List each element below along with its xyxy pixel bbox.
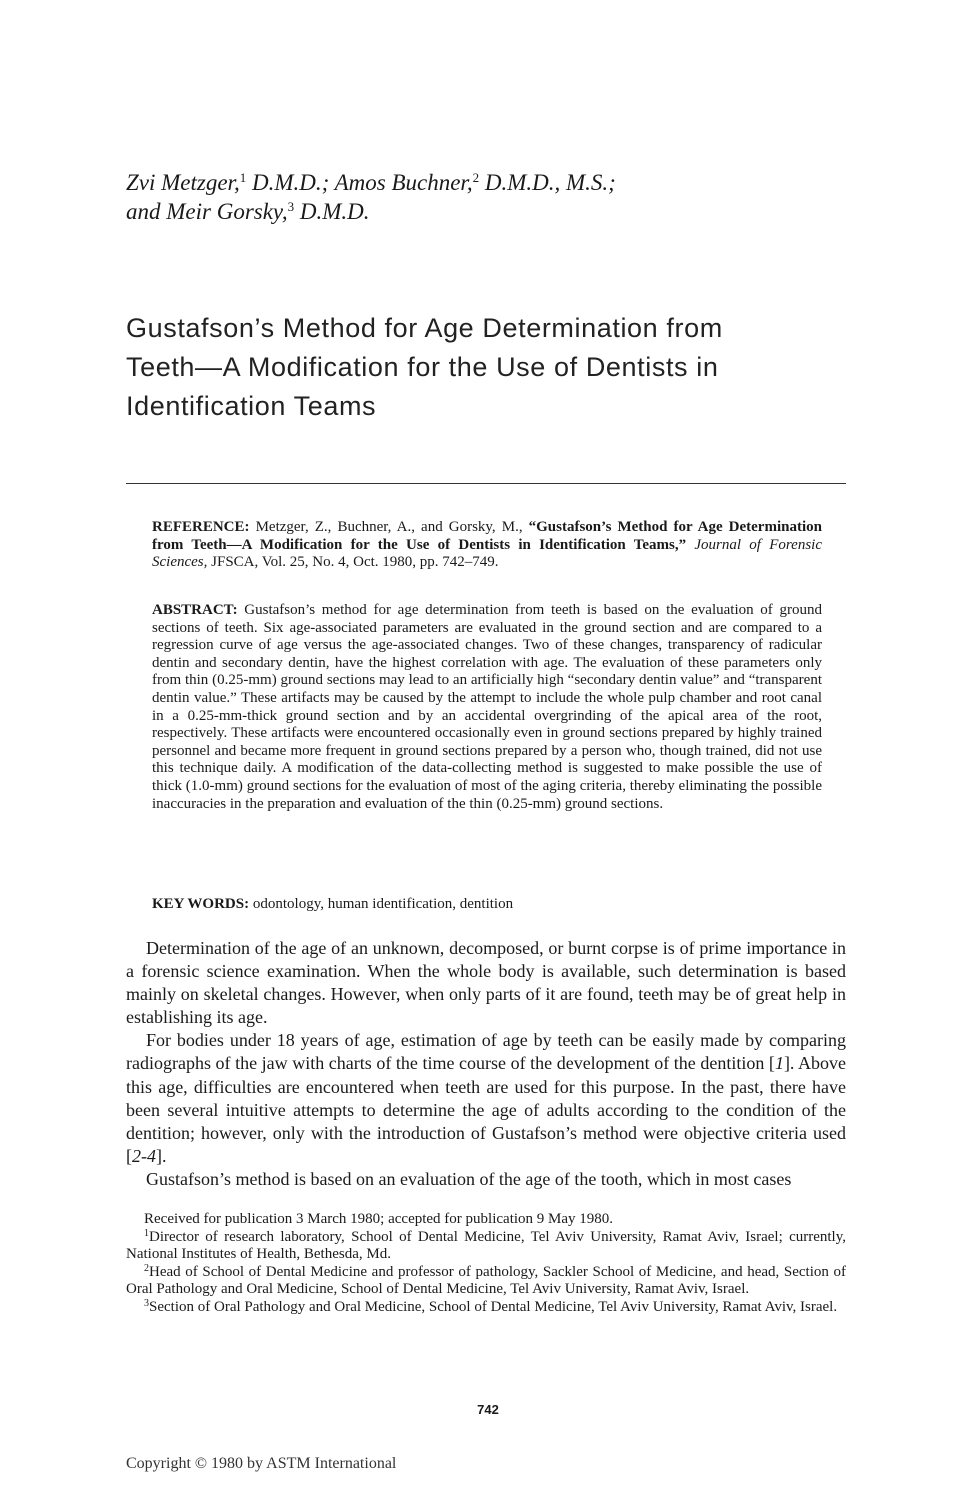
footnote <box>126 1229 846 1264</box>
footnote-text: Head of School of Dental Medicine and professor of pathology, Sackler School of Medicine, and head, Section of Oral Pathology and Oral Medicine, School of Dental Medicine, Tel Aviv University, Ramat Aviv, Israel. <box>126 1263 846 1298</box>
abstract-label: ABSTRACT: <box>152 602 238 618</box>
reference-article-title: “Gustafson’s Method for Age Determination from Teeth—A Modification for the Use of Dentists in Identification Teams,” <box>152 519 822 553</box>
author-name: and Meir Gorsky, <box>126 199 288 224</box>
footnote-mark: 2 <box>144 1262 149 1274</box>
author-line-1 <box>126 168 886 197</box>
author-affiliation-mark: 1 <box>239 170 247 185</box>
abstract-block <box>152 602 822 813</box>
article-title <box>126 309 866 426</box>
body-text <box>126 937 846 1191</box>
keywords-text: odontology, human identification, dentition <box>249 896 514 912</box>
reference-block <box>152 519 822 572</box>
reference-label: REFERENCE: <box>152 519 250 535</box>
author-degree: D.M.D., M.S.; <box>479 170 616 195</box>
paragraph-text: ]. Above this age, difficulties are encountered when teeth are used for this purpose. In the past, there have been several intuitive attempts to determine the age of adults according to the condition of the dentition; however, only with the introduction of Gustafson’s method were objective criteria used [ <box>126 1053 846 1166</box>
paragraph-text: ]. <box>156 1145 167 1166</box>
body-paragraph <box>126 1029 846 1168</box>
footnote-text: Director of research laboratory, School of Dental Medicine, Tel Aviv University, Ramat Aviv, Israel; currently, National Institutes of Health, Bethesda, Md. <box>126 1228 846 1263</box>
author-affiliation-mark: 3 <box>287 199 295 214</box>
citation-ref: 2-4 <box>132 1145 156 1166</box>
received-note: Received for publication 3 March 1980; accepted for publication 9 May 1980. <box>144 1211 614 1227</box>
title-line: Identification Teams <box>126 391 377 421</box>
reference-authors: Metzger, Z., Buchner, A., and Gorsky, M., <box>249 519 529 535</box>
page-number: 742 <box>477 1402 499 1417</box>
title-line: Teeth—A Modification for the Use of Dentists in <box>126 352 719 382</box>
copyright-notice: Copyright © 1980 by ASTM International <box>126 1455 397 1472</box>
author-list <box>126 168 886 226</box>
footnote <box>126 1299 846 1317</box>
keywords-block <box>152 896 822 914</box>
body-paragraph: Gustafson’s method is based on an evaluation of the age of the tooth, which in most cases <box>146 1168 792 1189</box>
abstract-text: Gustafson’s method for age determination from teeth is based on the evaluation of ground sections of teeth. Six age-associated parameters are evaluated in the ground section and are compared to a regression curve of age versus the age-associated changes. Two of these changes, transparency of radicular dentin and secondary dentin, have the highest correlation with age. The evaluation of these parameters only from thin (0.25-mm) ground sections may lead to an artificially high “secondary dentin value” and “transparent dentin value.” These artifacts may be caused by the attempt to include the whole pulp chamber and root canal in a 0.25-mm-thick ground section and by an accidental overgrinding of the apical area of the root, respectively. These artifacts were encountered occasionally even in ground sections prepared by highly trained personnel and became more frequent in ground sections prepared by a person who, though trained, did not use this technique daily. A modification of the data-collecting method is suggested to make possible the use of thick (1.0-mm) ground sections for the evaluation of most of the aging criteria, thereby eliminating the possible inaccuracies in the preparation and evaluation of the thin (0.25-mm) ground sections. <box>152 602 822 812</box>
author-name: Amos Buchner, <box>334 170 473 195</box>
paragraph-text: For bodies under 18 years of age, estimation of age by teeth can be easily made by comparing radiographs of the jaw with charts of the time course of the development of the dentition [ <box>126 1030 846 1074</box>
keywords-label: KEY WORDS: <box>152 896 250 912</box>
footnote-mark: 1 <box>144 1227 149 1239</box>
reference-citation: JFSCA, Vol. 25, No. 4, Oct. 1980, pp. 742–749. <box>207 554 499 571</box>
body-paragraph: Determination of the age of an unknown, decomposed, or burnt corpse is of prime importance in a forensic science examination. When the whole body is available, such determination is based mainly on skeletal changes. However, when only parts of it are found, teeth may be of great help in establishing its age. <box>126 938 846 1028</box>
author-affiliation-mark: 2 <box>472 170 480 185</box>
author-line-2 <box>126 197 886 226</box>
footnotes <box>126 1211 846 1317</box>
footnote-mark: 3 <box>144 1297 149 1309</box>
title-divider <box>126 483 846 484</box>
author-name: Zvi Metzger, <box>126 170 240 195</box>
author-degree: D.M.D. <box>294 199 370 224</box>
author-degree: D.M.D.; <box>246 170 335 195</box>
citation-ref: 1 <box>774 1053 784 1074</box>
footnote <box>126 1264 846 1299</box>
title-line: Gustafson’s Method for Age Determination from <box>126 313 723 343</box>
reference-journal: Journal of Forensic Sciences, <box>152 536 822 571</box>
footnote-text: Section of Oral Pathology and Oral Medicine, School of Dental Medicine, Tel Aviv University, Ramat Aviv, Israel. <box>149 1298 838 1315</box>
